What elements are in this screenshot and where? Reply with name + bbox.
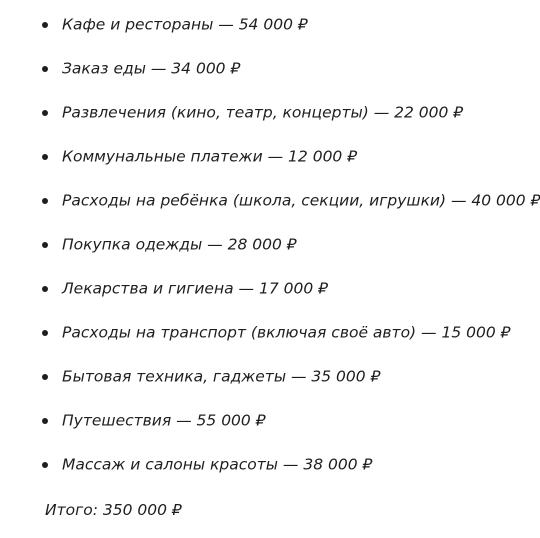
- list-item: [0, 135, 540, 179]
- expense-text: Лекарства и гигиена — 17 000 ₽: [62, 279, 328, 298]
- expense-text: Кафе и рестораны — 54 000 ₽: [62, 15, 308, 34]
- list-item: [0, 267, 540, 311]
- list-item: [0, 311, 540, 355]
- bullet-icon: [42, 374, 48, 380]
- bullet-icon: [42, 22, 48, 28]
- expense-text: Бытовая техника, гаджеты — 35 000 ₽: [62, 367, 381, 386]
- bullet-icon: [42, 286, 48, 292]
- bullet-icon: [42, 462, 48, 468]
- expense-list: [0, 3, 540, 487]
- expense-text: Заказ еды — 34 000 ₽: [62, 59, 241, 78]
- expense-text: Путешествия — 55 000 ₽: [62, 411, 266, 430]
- expense-text: Расходы на ребёнка (школа, секции, игрушки) — 40 000 ₽: [62, 191, 540, 210]
- list-item: [0, 223, 540, 267]
- expense-text: Массаж и салоны красоты — 38 000 ₽: [62, 455, 373, 474]
- bullet-icon: [42, 154, 48, 160]
- list-item: [0, 3, 540, 47]
- expense-text: Развлечения (кино, театр, концерты) — 22 000 ₽: [62, 103, 464, 122]
- list-item: [0, 355, 540, 399]
- list-item: [0, 179, 540, 223]
- list-item: [0, 47, 540, 91]
- bullet-icon: [42, 110, 48, 116]
- bullet-icon: [42, 330, 48, 336]
- total-text: Итого: 350 000 ₽: [45, 501, 182, 519]
- bullet-icon: [42, 242, 48, 248]
- bullet-icon: [42, 418, 48, 424]
- list-item: [0, 399, 540, 443]
- list-item: [0, 91, 540, 135]
- bullet-icon: [42, 66, 48, 72]
- expense-text: Коммунальные платежи — 12 000 ₽: [62, 147, 358, 166]
- bullet-icon: [42, 198, 48, 204]
- list-item: [0, 443, 540, 487]
- expense-text: Покупка одежды — 28 000 ₽: [62, 235, 297, 254]
- expense-text: Расходы на транспорт (включая своё авто) — 15 000 ₽: [62, 323, 511, 342]
